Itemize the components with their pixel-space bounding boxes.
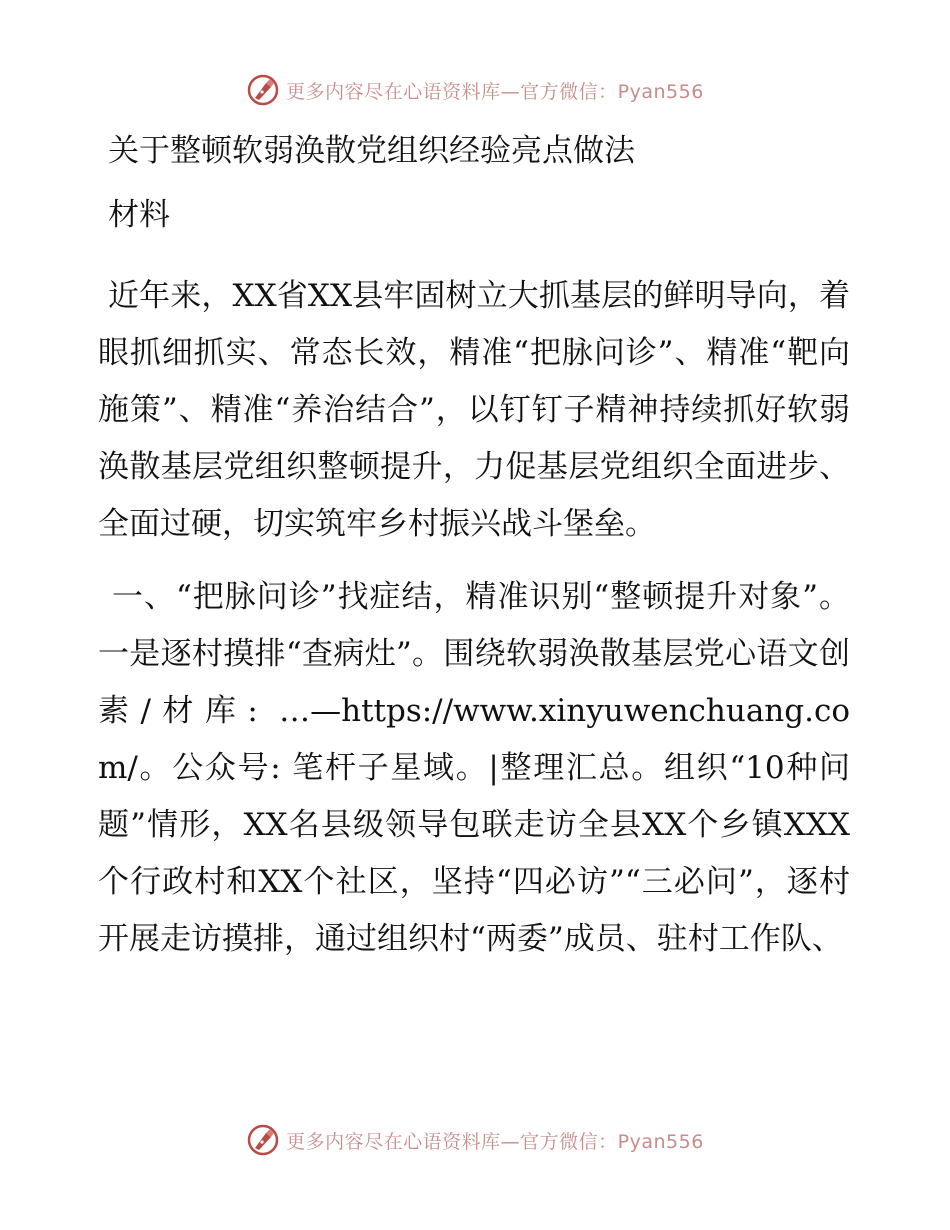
pen-nib-logo-icon [246,1123,280,1157]
footer-banner-inner [246,1123,704,1157]
header-banner-inner [246,73,704,107]
document-body [98,122,850,968]
header-banner [0,70,950,110]
document-title-line-2: 材料 [108,197,170,233]
header-banner-text: 更多内容尽在心语资料库—官方微信：Pyan556 [286,80,704,103]
document-title-line-1: 关于整顿软弱涣散党组织经验亮点做法 [108,133,635,169]
paragraph-section-one: 一、“把脉问诊”找症结，精准识别“整顿提升对象”。一是逐村摸排“查病灶”。围绕软弱涣散基层党心语文创素/材库: …—https://www.xinyuwenchuang.com/。公众号: 笔杆子星域。|整理汇总。组织“10种问题”情形，XX名县级领导包联走访全县XX个乡镇XXX个行政村和XX个社区，坚持“四必访”“三必问”，逐村开展走访摸排，通过组织村“两委”成员、驻村工作队、 [98,579,850,957]
paragraph-intro: 近年来，XX省XX县牢固树立大抓基层的鲜明导向，着眼抓细抓实、常态长效，精准“把脉问诊”、精准“靶向施策”、精准“养治结合”，以钉钉子精神持续抓好软弱涣散基层党组织整顿提升，力促基层党组织全面进步、全面过硬，切实筑牢乡村振兴战斗堡垒。 [98,278,850,542]
pen-nib-logo-icon [246,73,280,107]
footer-banner-text: 更多内容尽在心语资料库—官方微信：Pyan556 [286,1130,704,1153]
footer-banner [0,1120,950,1160]
